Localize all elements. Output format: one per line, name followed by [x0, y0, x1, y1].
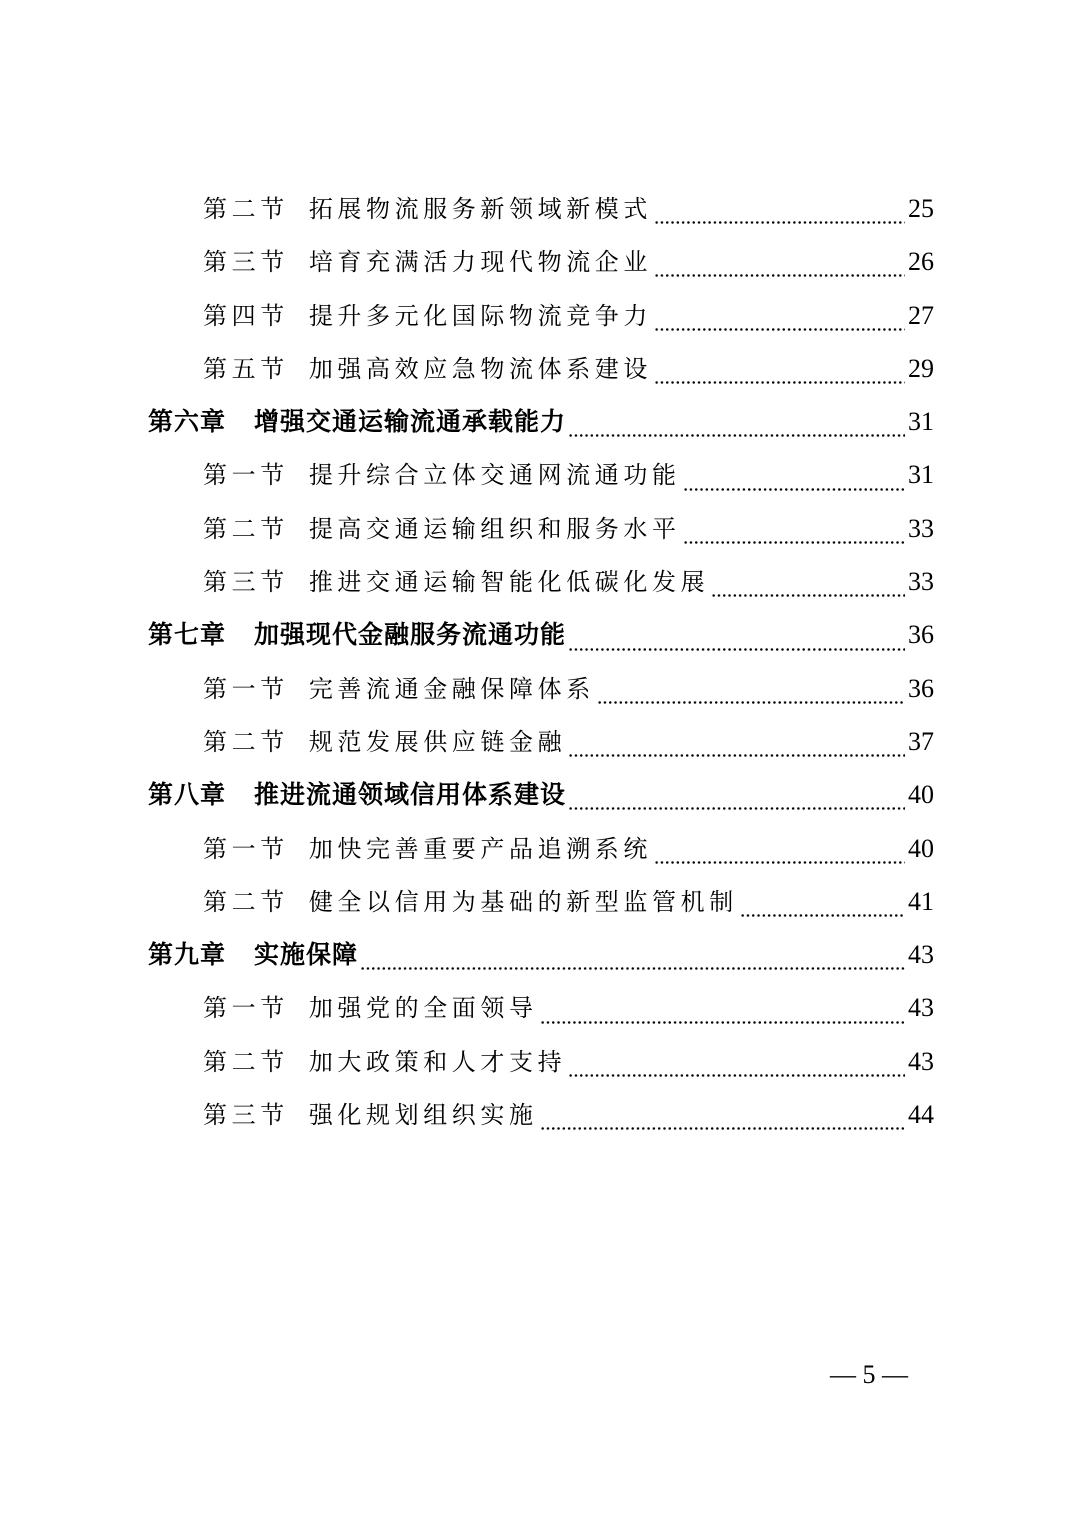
toc-entry-title: 推进流通领域信用体系建设 — [254, 780, 567, 810]
toc-entry-label: 第二节 — [203, 195, 289, 223]
toc-section-entry[interactable] — [148, 1035, 934, 1088]
toc-entry-label: 第九章 — [148, 940, 227, 970]
toc-entry-label: 第一节 — [203, 674, 289, 703]
toc-section-entry[interactable] — [148, 502, 934, 555]
toc-entry-label: 第六章 — [148, 407, 227, 437]
toc-page-number: 41 — [908, 886, 934, 916]
dot-leader — [568, 1073, 905, 1078]
toc-entry-title: 推进交通运输智能化低碳化发展 — [308, 568, 710, 597]
toc-page-number: 36 — [908, 673, 934, 703]
toc-entry-label: 第一节 — [203, 461, 289, 490]
dot-leader — [711, 593, 905, 598]
toc-entry-title: 增强交通运输流通承载能力 — [254, 407, 567, 437]
table-of-contents — [148, 182, 934, 1141]
dot-leader — [540, 1126, 905, 1131]
dot-leader — [654, 273, 905, 278]
toc-section-entry[interactable] — [148, 981, 934, 1034]
toc-section-entry[interactable] — [148, 342, 934, 395]
dot-leader — [597, 700, 905, 705]
toc-entry-title: 培育充满活力现代物流企业 — [308, 248, 653, 277]
toc-page-number: 25 — [908, 194, 934, 223]
toc-page-number: 33 — [908, 567, 934, 597]
toc-page-number: 31 — [908, 407, 934, 437]
dot-leader — [568, 433, 905, 438]
toc-entry-title: 实施保障 — [254, 940, 359, 970]
toc-entry-title: 规范发展供应链金融 — [308, 727, 567, 756]
toc-page-number: 40 — [908, 833, 934, 863]
toc-entry-title: 强化规划组织实施 — [308, 1101, 538, 1130]
dot-leader — [654, 220, 905, 225]
toc-entry-title: 加强高效应急物流体系建设 — [308, 354, 653, 383]
toc-page-number: 26 — [908, 247, 934, 277]
dot-leader — [683, 487, 905, 492]
toc-section-entry[interactable] — [148, 875, 934, 928]
toc-entry-title: 加快完善重要产品追溯系统 — [308, 834, 653, 863]
toc-entry-title: 提高交通运输组织和服务水平 — [308, 514, 681, 543]
toc-entry-label: 第二节 — [203, 514, 289, 543]
toc-chapter-entry[interactable] — [148, 928, 934, 981]
toc-entry-title: 拓展物流服务新领域新模式 — [308, 195, 653, 223]
toc-page-number: 31 — [908, 460, 934, 490]
toc-section-entry[interactable] — [148, 448, 934, 501]
dot-leader — [683, 540, 905, 545]
toc-page-number: 40 — [908, 780, 934, 810]
toc-page-number: 43 — [908, 993, 934, 1023]
toc-entry-title: 提升综合立体交通网流通功能 — [308, 461, 681, 490]
toc-entry-label: 第二节 — [203, 887, 289, 916]
toc-page-number: 37 — [908, 726, 934, 756]
toc-chapter-entry[interactable] — [148, 395, 934, 448]
toc-section-entry[interactable] — [148, 822, 934, 875]
toc-entry-label: 第二节 — [203, 727, 289, 756]
toc-entry-label: 第七章 — [148, 620, 227, 650]
toc-entry-title: 提升多元化国际物流竞争力 — [308, 301, 653, 330]
dot-leader — [568, 753, 905, 758]
toc-entry-label: 第一节 — [203, 994, 289, 1023]
toc-page-number: 27 — [908, 300, 934, 330]
toc-entry-label: 第三节 — [203, 1101, 289, 1130]
dot-leader — [568, 647, 905, 652]
toc-section-entry[interactable] — [148, 289, 934, 342]
toc-entry-label: 第五节 — [203, 354, 289, 383]
toc-entry-title: 健全以信用为基础的新型监管机制 — [308, 887, 738, 916]
dot-leader — [360, 966, 905, 971]
toc-page-number: 33 — [908, 513, 934, 543]
toc-entry-title: 加强现代金融服务流通功能 — [254, 620, 567, 650]
toc-entry-label: 第一节 — [203, 834, 289, 863]
toc-section-entry[interactable] — [148, 1088, 934, 1141]
toc-section-entry[interactable] — [148, 235, 934, 288]
toc-entry-label: 第四节 — [203, 301, 289, 330]
toc-section-entry[interactable] — [148, 182, 934, 235]
toc-section-entry[interactable] — [148, 715, 934, 768]
toc-entry-label: 第八章 — [148, 780, 227, 810]
toc-section-entry[interactable] — [148, 662, 934, 715]
toc-page-number: 43 — [908, 1046, 934, 1076]
toc-page-number: 43 — [908, 940, 934, 970]
toc-entry-label: 第三节 — [203, 248, 289, 277]
toc-entry-label: 第二节 — [203, 1047, 289, 1076]
dot-leader — [654, 860, 905, 865]
toc-page-number: 44 — [908, 1100, 934, 1130]
toc-entry-title: 完善流通金融保障体系 — [308, 674, 595, 703]
toc-page-number: 29 — [908, 353, 934, 383]
toc-page-number: 36 — [908, 620, 934, 650]
toc-chapter-entry[interactable] — [148, 768, 934, 821]
toc-entry-label: 第三节 — [203, 568, 289, 597]
page-number-footer: — 5 — — [830, 1360, 908, 1389]
toc-section-entry[interactable] — [148, 555, 934, 608]
dot-leader — [654, 327, 905, 332]
dot-leader — [568, 806, 905, 811]
toc-entry-title: 加大政策和人才支持 — [308, 1047, 567, 1076]
dot-leader — [740, 913, 905, 918]
dot-leader — [540, 1020, 905, 1025]
toc-chapter-entry[interactable] — [148, 608, 934, 661]
toc-entry-title: 加强党的全面领导 — [308, 994, 538, 1023]
dot-leader — [654, 380, 905, 385]
